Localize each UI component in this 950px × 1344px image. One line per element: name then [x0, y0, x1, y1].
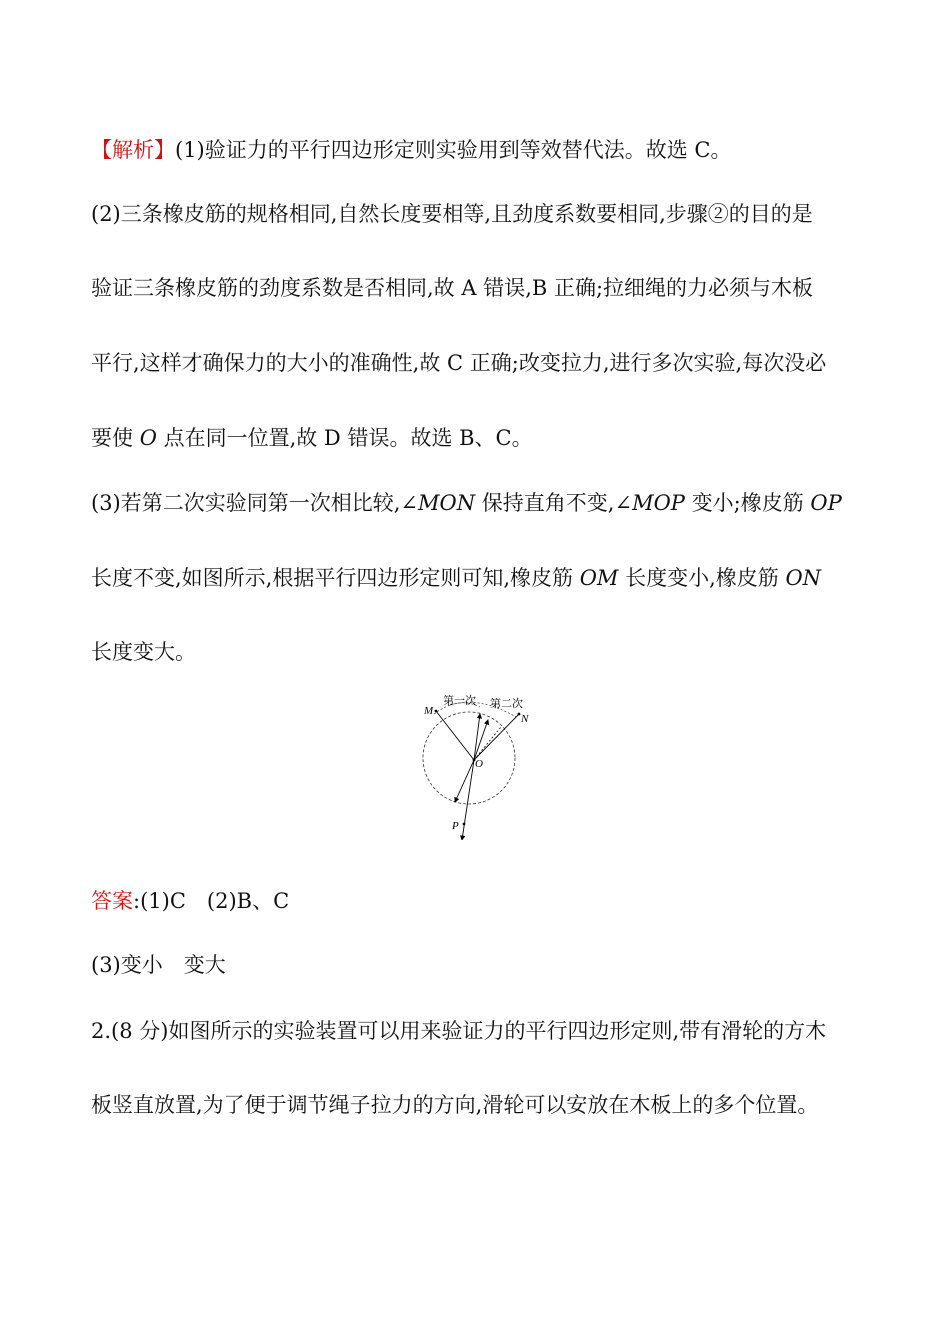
- line-o-first: [474, 714, 480, 760]
- segment-on: ON: [785, 566, 822, 590]
- line-o-second: [474, 720, 488, 760]
- label-o: O: [475, 758, 483, 770]
- segment-op: OP: [810, 491, 842, 515]
- label-n: N: [521, 713, 529, 725]
- force-diagram: [418, 690, 538, 840]
- analysis-line-1: [91, 135, 732, 165]
- analysis-p2-line-3: 平行,这样才确保力的大小的准确性,故 C 正确;改变拉力,进行多次实验,每次没必: [91, 351, 827, 375]
- analysis-p3-l1c: 变小;橡皮筋: [684, 491, 811, 515]
- answer-tag: 答案: [91, 889, 133, 913]
- label-second: 第二次: [490, 698, 523, 710]
- analysis-p2-l4a: 要使: [91, 426, 140, 450]
- analysis-p3-l1a: (3)若第二次实验同第一次相比较,: [91, 491, 401, 515]
- angle-mop: ∠MOP: [614, 491, 685, 515]
- analysis-tag: 【解析】: [91, 138, 175, 162]
- analysis-p3-line-3: 长度变大。: [91, 640, 196, 664]
- label-first: 第一次: [443, 695, 476, 707]
- label-p: P: [452, 820, 459, 832]
- point-p-dot: [463, 823, 466, 826]
- analysis-p1-text: (1)验证力的平行四边形定则实验用到等效替代法。故选 C。: [175, 138, 732, 162]
- analysis-p3-l1b: 保持直角不变,: [475, 491, 615, 515]
- analysis-p2-line-2: 验证三条橡皮筋的劲度系数是否相同,故 A 错误,B 正确;拉细绳的力必须与木板: [91, 276, 814, 300]
- answer-line-1: [91, 886, 289, 916]
- angle-mon: ∠MON: [400, 491, 476, 515]
- answer-line-2: (3)变小 变大: [91, 953, 226, 977]
- question2-line-2: 板竖直放置,为了便于调节绳子拉力的方向,滑轮可以安放在木板上的多个位置。: [91, 1093, 819, 1117]
- line-op: [462, 760, 474, 840]
- analysis-p2-line-1: (2)三条橡皮筋的规格相同,自然长度要相等,且劲度系数要相同,步骤②的目的是: [91, 202, 813, 226]
- analysis-p2-line-4: [91, 423, 533, 453]
- analysis-p2-point-o: O: [139, 426, 157, 450]
- analysis-p3-line-1: [91, 488, 842, 518]
- question2-line-1: 2.(8 分)如图所示的实验装置可以用来验证力的平行四边形定则,带有滑轮的方木: [91, 1019, 827, 1043]
- point-m-dot: [435, 710, 438, 713]
- analysis-p3-l2a: 长度不变,如图所示,根据平行四边形定则可知,橡皮筋: [91, 566, 580, 590]
- analysis-p2-l4b: 点在同一位置,故 D 错误。故选 B、C。: [156, 426, 533, 450]
- line-om: [436, 711, 474, 760]
- dashed-circle: [423, 712, 515, 804]
- segment-om: OM: [579, 566, 619, 590]
- label-m: M: [424, 705, 434, 717]
- analysis-p3-line-2: [91, 563, 821, 593]
- point-n-dot: [518, 713, 521, 716]
- answer-text-1: :(1)C (2)B、C: [133, 889, 290, 913]
- analysis-p3-l2b: 长度变小,橡皮筋: [618, 566, 786, 590]
